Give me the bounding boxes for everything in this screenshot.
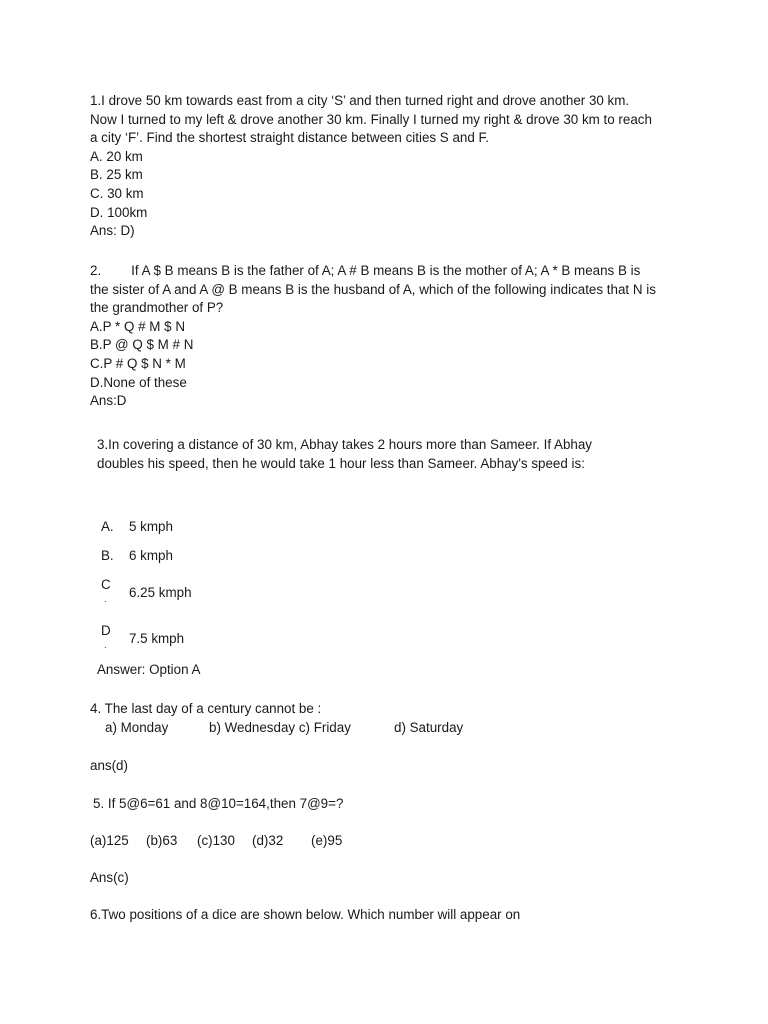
q1-line: 1.I drove 50 km towards east from a city ‘S’ and then turned right and drove another 30 km. bbox=[90, 93, 630, 108]
option-letter: C bbox=[101, 577, 111, 592]
q2-answer: Ans:D bbox=[90, 393, 127, 409]
option-letter: B. bbox=[101, 548, 114, 563]
question-4 bbox=[90, 700, 690, 719]
q2-number: 2. bbox=[90, 263, 102, 278]
q1-line: Now I turned to my left & drove another 30 km. Finally I turned my right & drove 30 km to reach bbox=[90, 111, 652, 127]
question-5 bbox=[93, 795, 693, 814]
q5-answer: Ans(c) bbox=[90, 870, 129, 885]
option-text: 7.5 kmph bbox=[129, 631, 185, 646]
q5-options bbox=[0, 832, 768, 852]
q2-line: If A $ B means B is the father of A; A # B means B is the mother of A; A * B means B is bbox=[131, 263, 641, 278]
q4-option-bc: b) Wednesday c) Friday bbox=[209, 720, 351, 735]
q2-option-b: B.P @ Q $ M # N bbox=[90, 337, 194, 353]
q5-option-c: (c)130 bbox=[197, 833, 235, 848]
q5-option-a: (a)125 bbox=[90, 833, 129, 848]
q5-option-b: (b)63 bbox=[146, 833, 178, 848]
option-text: 5 kmph bbox=[129, 519, 173, 534]
q2-option-a: A.P * Q # M $ N bbox=[90, 318, 186, 334]
q3-option-d bbox=[101, 622, 401, 654]
q4-options bbox=[0, 719, 768, 739]
q3-line: doubles his speed, then he would take 1 hour less than Sameer. Abhay's speed is: bbox=[97, 455, 585, 471]
q3-answer: Answer: Option A bbox=[97, 662, 201, 677]
option-text: 6 kmph bbox=[129, 548, 173, 563]
q3-option-b bbox=[101, 547, 401, 567]
q2-option-d: D.None of these bbox=[90, 374, 187, 390]
q1-line: a city ‘F’. Find the shortest straight distance between cities S and F. bbox=[90, 130, 489, 146]
q5-question: 5. If 5@6=61 and 8@10=164,then 7@9=? bbox=[93, 796, 344, 811]
q4-option-d: d) Saturday bbox=[394, 720, 464, 735]
q3-answer-block bbox=[97, 661, 697, 680]
q3-option-c bbox=[101, 576, 401, 608]
q4-option-a: a) Monday bbox=[105, 720, 169, 735]
q3-option-a bbox=[101, 518, 401, 538]
q1-option-b: B. 25 km bbox=[90, 167, 143, 183]
q4-question: 4. The last day of a century cannot be : bbox=[90, 701, 322, 716]
option-letter: A. bbox=[101, 519, 114, 534]
q5-option-e: (e)95 bbox=[311, 833, 343, 848]
q2-line: the grandmother of P? bbox=[90, 300, 224, 316]
option-text: 6.25 kmph bbox=[129, 585, 192, 600]
option-dot: . bbox=[104, 594, 107, 604]
question-6 bbox=[90, 906, 690, 925]
q5-answer-block bbox=[90, 869, 690, 888]
q1-option-c: C. 30 km bbox=[90, 185, 144, 201]
option-dot: . bbox=[104, 640, 107, 650]
question-1 bbox=[90, 92, 690, 241]
option-letter: D bbox=[101, 623, 111, 638]
q4-answer: ans(d) bbox=[90, 758, 128, 773]
q2-line: the sister of A and A @ B means B is the husband of A, which of the following indicates that N is bbox=[90, 281, 656, 297]
q3-line: 3.In covering a distance of 30 km, Abhay takes 2 hours more than Sameer. If Abhay bbox=[97, 437, 592, 452]
question-2 bbox=[90, 262, 690, 411]
q2-option-c: C.P # Q $ N * M bbox=[90, 355, 186, 371]
q1-option-a: A. 20 km bbox=[90, 148, 143, 164]
q1-answer: Ans: D) bbox=[90, 223, 135, 239]
question-3 bbox=[97, 436, 697, 473]
q6-question: 6.Two positions of a dice are shown below. Which number will appear on bbox=[90, 907, 521, 922]
q1-option-d: D. 100km bbox=[90, 204, 148, 220]
q4-answer-block bbox=[90, 757, 690, 776]
q5-option-d: (d)32 bbox=[252, 833, 284, 848]
